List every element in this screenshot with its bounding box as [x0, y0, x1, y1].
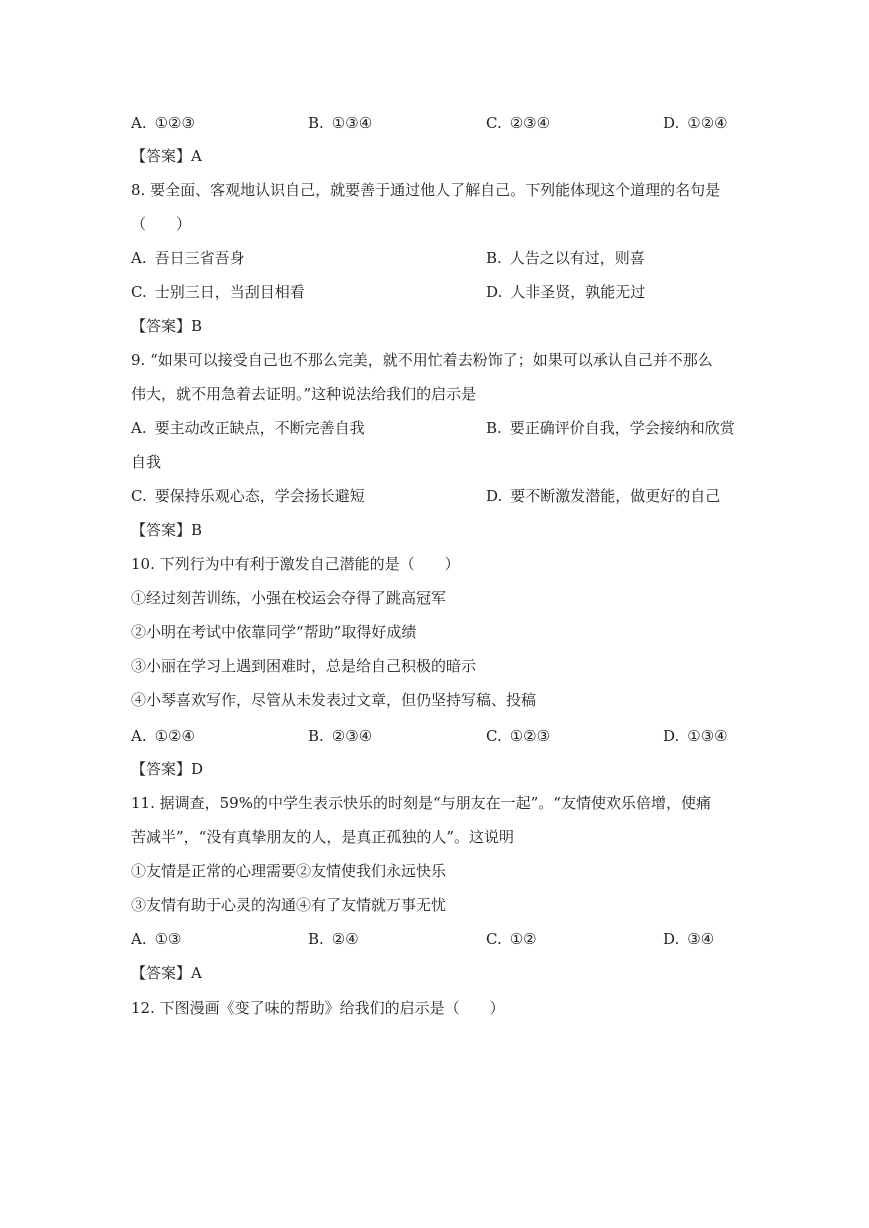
option-a — [131, 418, 365, 438]
answer-value: B — [191, 317, 203, 335]
option-label: D. — [663, 727, 680, 745]
option-text: ②③④ — [331, 727, 373, 745]
statement: ③友情有助于心灵的沟通④有了友情就万事无忧 — [131, 896, 447, 914]
option-label: C. — [486, 930, 502, 948]
option-text: 要主动改正缺点，不断完善自我 — [154, 419, 365, 437]
option-d — [486, 486, 720, 506]
option-text: ①②③ — [154, 114, 195, 132]
answer-label: 【答案】 — [131, 964, 192, 982]
statement: ①友情是正常的心理需要②友情使我们永远快乐 — [131, 862, 447, 880]
question-stem: 伟大，就不用急着去证明。”这种说法给我们的启示是 — [131, 385, 477, 403]
answer-value: A — [191, 147, 202, 165]
option-b — [308, 113, 372, 133]
answer-line — [131, 146, 202, 166]
option-text: 要不断激发潜能，做更好的自己 — [510, 487, 721, 505]
option-text: 人非圣贤，孰能无过 — [510, 283, 646, 301]
option-text: 人告之以有过，则喜 — [509, 249, 645, 267]
option-label: D. — [486, 283, 503, 301]
option-text: ①②④ — [687, 114, 728, 132]
option-label: C. — [486, 727, 502, 745]
option-label: D. — [486, 487, 503, 505]
option-text: ①②③ — [509, 727, 551, 745]
option-d — [663, 726, 728, 746]
option-label: B. — [308, 727, 324, 745]
answer-line — [131, 520, 202, 540]
option-c — [486, 929, 537, 949]
question-stem: 12. 下图漫画《变了味的帮助》给我们的启示是（ ） — [131, 999, 505, 1017]
question-stem: 9. “如果可以接受自己也不那么完美，就不用忙着去粉饰了；如果可以承认自己并不那么 — [131, 351, 713, 369]
question-stem: 苦减半”，“没有真挚朋友的人，是真正孤独的人”。这说明 — [131, 828, 515, 846]
option-label: B. — [486, 419, 502, 437]
option-text: 要正确评价自我，学会接纳和欣赏 — [509, 419, 735, 437]
option-text: ③④ — [687, 930, 715, 948]
option-b — [486, 248, 645, 268]
question-stem: 10. 下列行为中有利于激发自己潜能的是（ ） — [131, 555, 460, 573]
option-label: A. — [131, 419, 147, 437]
option-text: 吾日三省吾身 — [154, 249, 245, 267]
option-label: A. — [131, 249, 147, 267]
option-b-wrap: 自我 — [131, 453, 162, 471]
option-label: A. — [131, 930, 147, 948]
option-text: 士别三日，当刮目相看 — [154, 283, 305, 301]
statement: ①经过刻苦训练，小强在校运会夺得了跳高冠军 — [131, 589, 447, 607]
statement: ④小琴喜欢写作，尽管从未发表过文章，但仍坚持写稿、投稿 — [131, 691, 537, 709]
option-label: A. — [131, 727, 147, 745]
option-d — [663, 929, 714, 949]
option-c — [131, 282, 305, 302]
option-text: ②④ — [331, 930, 359, 948]
question-stem: （ ） — [131, 215, 192, 233]
question-stem: 8. 要全面、客观地认识自己，就要善于通过他人了解自己。下列能体现这个道理的名句是 — [131, 181, 721, 199]
option-text: ①③④ — [331, 114, 373, 132]
option-a — [131, 726, 195, 746]
statement: ②小明在考试中依靠同学“帮助”取得好成绩 — [131, 623, 417, 641]
option-b — [486, 418, 735, 438]
option-label: C. — [486, 114, 502, 132]
answer-label: 【答案】 — [131, 521, 192, 539]
option-label: A. — [131, 114, 147, 132]
answer-line — [131, 759, 203, 779]
option-label: B. — [308, 114, 324, 132]
answer-label: 【答案】 — [131, 147, 192, 165]
answer-value: B — [191, 521, 203, 539]
option-text: ②③④ — [509, 114, 551, 132]
option-label: C. — [131, 283, 147, 301]
answer-line — [131, 316, 202, 336]
option-a — [131, 248, 245, 268]
option-c — [486, 113, 550, 133]
answer-line — [131, 963, 202, 983]
option-text: ①② — [509, 930, 537, 948]
answer-value: D — [191, 760, 204, 778]
answer-label: 【答案】 — [131, 317, 192, 335]
option-label: B. — [486, 249, 502, 267]
option-d — [663, 113, 728, 133]
option-a — [131, 929, 182, 949]
option-label: B. — [308, 930, 324, 948]
option-text: ①③ — [154, 930, 182, 948]
option-text: ①②④ — [154, 727, 195, 745]
option-c — [131, 486, 365, 506]
answer-value: A — [191, 964, 202, 982]
option-label: D. — [663, 930, 680, 948]
question-stem: 11. 据调查，59%的中学生表示快乐的时刻是“与朋友在一起”。“友情使欢乐倍增，使痛 — [131, 794, 711, 812]
option-a — [131, 113, 195, 133]
answer-label: 【答案】 — [131, 760, 192, 778]
option-label: D. — [663, 114, 680, 132]
option-b — [308, 726, 372, 746]
option-d — [486, 282, 645, 302]
option-label: C. — [131, 487, 147, 505]
option-b — [308, 929, 359, 949]
statement: ③小丽在学习上遇到困难时，总是给自己积极的暗示 — [131, 657, 477, 675]
option-text: 要保持乐观心态，学会扬长避短 — [154, 487, 365, 505]
option-text: ①③④ — [687, 727, 728, 745]
option-c — [486, 726, 550, 746]
